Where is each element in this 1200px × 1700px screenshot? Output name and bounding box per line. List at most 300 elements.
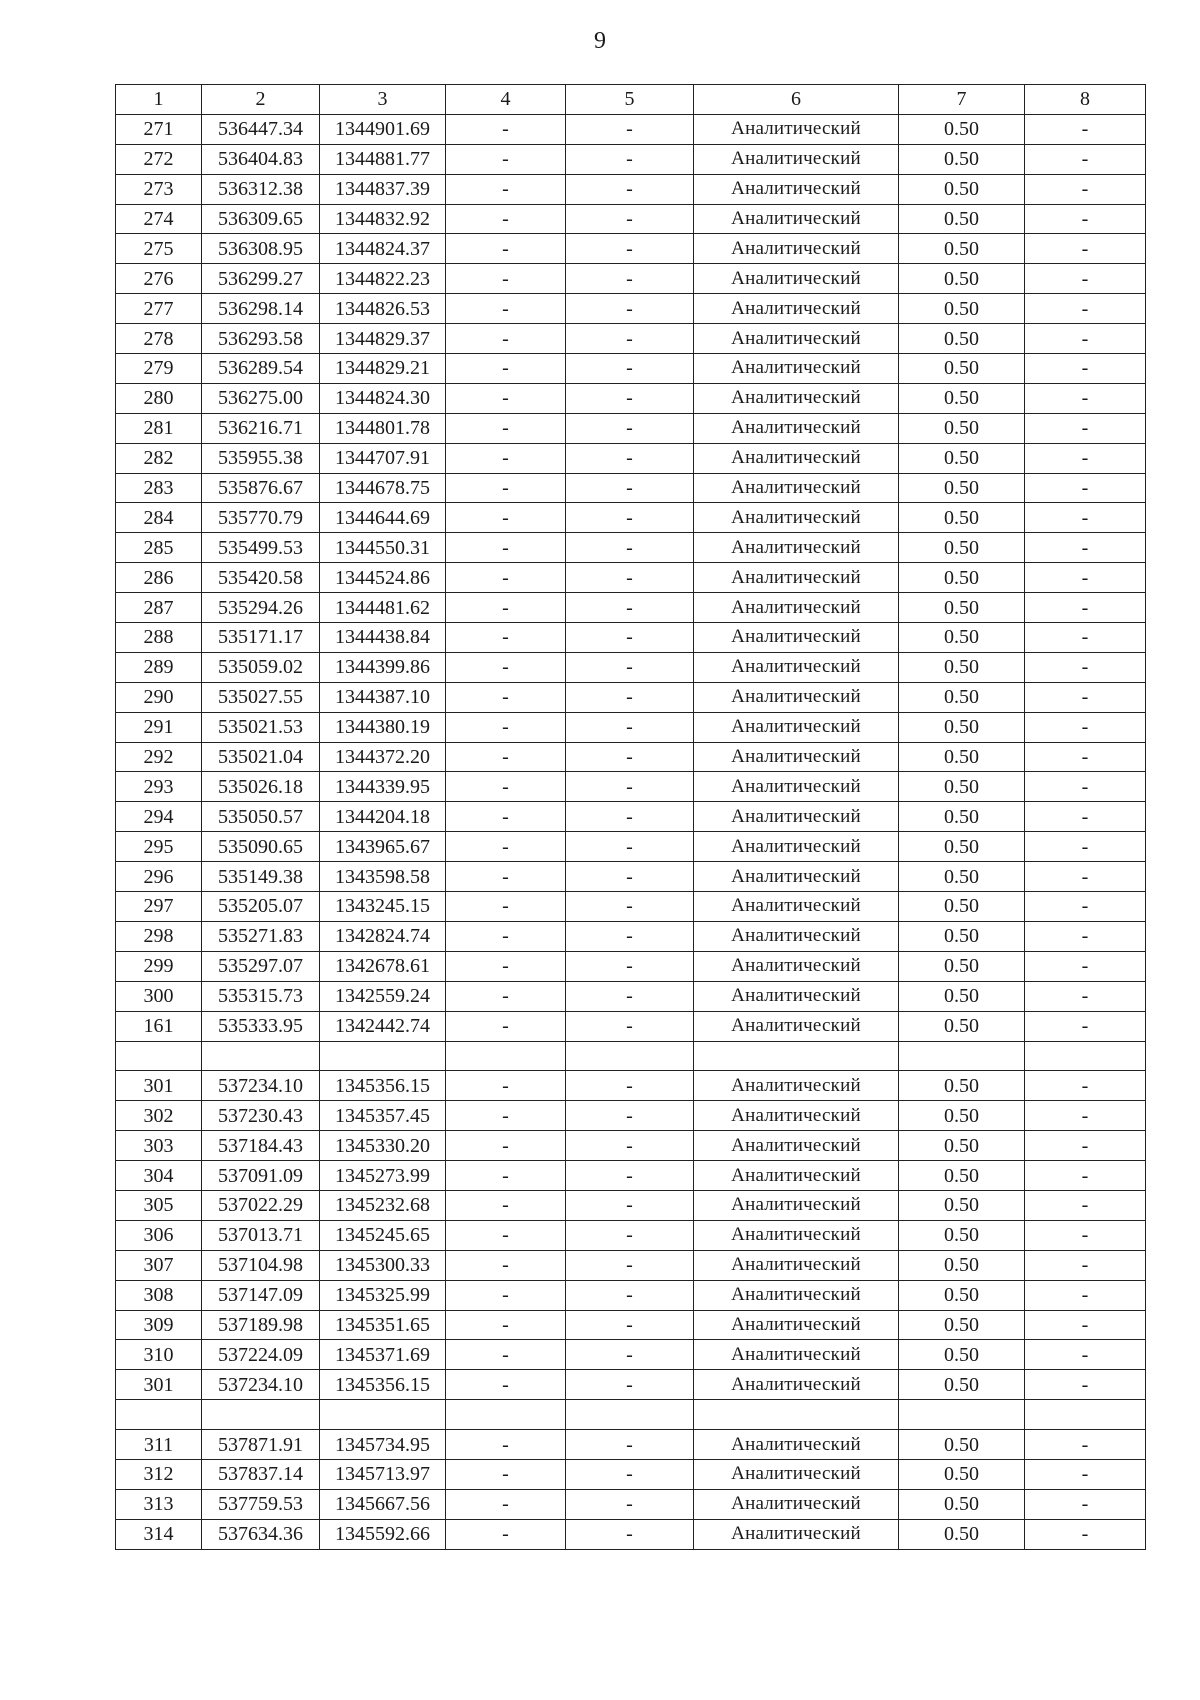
column-4-cell: - xyxy=(446,1161,566,1191)
point-number-cell: 295 xyxy=(116,832,202,862)
column-4-cell: - xyxy=(446,1250,566,1280)
column-4-cell: - xyxy=(446,772,566,802)
header-cell: 4 xyxy=(446,85,566,115)
accuracy-cell: 0.50 xyxy=(899,324,1025,354)
method-cell: Аналитический xyxy=(694,1131,899,1161)
column-4-cell: - xyxy=(446,832,566,862)
header-cell: 5 xyxy=(566,85,694,115)
point-number-cell: 306 xyxy=(116,1220,202,1250)
point-number-cell: 286 xyxy=(116,563,202,593)
y-coordinate-cell: 1343598.58 xyxy=(320,862,446,892)
point-number-cell xyxy=(116,1041,202,1071)
y-coordinate-cell: 1344837.39 xyxy=(320,174,446,204)
x-coordinate-cell: 537091.09 xyxy=(202,1161,320,1191)
x-coordinate-cell: 537837.14 xyxy=(202,1459,320,1489)
method-cell: Аналитический xyxy=(694,114,899,144)
accuracy-cell: 0.50 xyxy=(899,1190,1025,1220)
table-row xyxy=(116,652,1146,682)
method-cell: Аналитический xyxy=(694,802,899,832)
point-number-cell: 288 xyxy=(116,623,202,653)
point-number-cell: 279 xyxy=(116,354,202,384)
table-row xyxy=(116,1071,1146,1101)
point-number-cell: 297 xyxy=(116,892,202,922)
column-5-cell: - xyxy=(566,383,694,413)
x-coordinate-cell: 536298.14 xyxy=(202,294,320,324)
column-5-cell: - xyxy=(566,1519,694,1549)
column-8-cell: - xyxy=(1025,772,1146,802)
column-4-cell: - xyxy=(446,324,566,354)
column-8-cell: - xyxy=(1025,1459,1146,1489)
y-coordinate-cell: 1345273.99 xyxy=(320,1161,446,1191)
y-coordinate-cell: 1344372.20 xyxy=(320,742,446,772)
y-coordinate-cell: 1345667.56 xyxy=(320,1489,446,1519)
x-coordinate-cell: 537013.71 xyxy=(202,1220,320,1250)
point-number-cell xyxy=(116,1400,202,1430)
column-8-cell: - xyxy=(1025,204,1146,234)
column-4-cell: - xyxy=(446,682,566,712)
y-coordinate-cell: 1343245.15 xyxy=(320,892,446,922)
x-coordinate-cell: 535205.07 xyxy=(202,892,320,922)
method-cell: Аналитический xyxy=(694,593,899,623)
x-coordinate-cell: 537147.09 xyxy=(202,1280,320,1310)
point-number-cell: 303 xyxy=(116,1131,202,1161)
column-4-cell: - xyxy=(446,951,566,981)
x-coordinate-cell: 536447.34 xyxy=(202,114,320,144)
column-8-cell: - xyxy=(1025,1489,1146,1519)
column-8-cell: - xyxy=(1025,623,1146,653)
accuracy-cell: 0.50 xyxy=(899,652,1025,682)
accuracy-cell: 0.50 xyxy=(899,832,1025,862)
accuracy-cell: 0.50 xyxy=(899,921,1025,951)
point-number-cell: 293 xyxy=(116,772,202,802)
column-5-cell: - xyxy=(566,981,694,1011)
column-8-cell: - xyxy=(1025,354,1146,384)
x-coordinate-cell: 537022.29 xyxy=(202,1190,320,1220)
column-4-cell: - xyxy=(446,1370,566,1400)
column-5-cell: - xyxy=(566,1340,694,1370)
y-coordinate-cell: 1344438.84 xyxy=(320,623,446,653)
method-cell: Аналитический xyxy=(694,144,899,174)
page-number: 9 xyxy=(594,28,606,54)
accuracy-cell: 0.50 xyxy=(899,593,1025,623)
y-coordinate-cell: 1345356.15 xyxy=(320,1370,446,1400)
column-8-cell: - xyxy=(1025,682,1146,712)
column-8-cell: - xyxy=(1025,1071,1146,1101)
table-row xyxy=(116,503,1146,533)
column-5-cell: - xyxy=(566,682,694,712)
accuracy-cell: 0.50 xyxy=(899,354,1025,384)
method-cell xyxy=(694,1400,899,1430)
y-coordinate-cell: 1345300.33 xyxy=(320,1250,446,1280)
column-5-cell: - xyxy=(566,294,694,324)
method-cell: Аналитический xyxy=(694,503,899,533)
column-4-cell: - xyxy=(446,1220,566,1250)
table-row xyxy=(116,1459,1146,1489)
column-4-cell: - xyxy=(446,892,566,922)
table-row xyxy=(116,1489,1146,1519)
table-row xyxy=(116,1280,1146,1310)
accuracy-cell: 0.50 xyxy=(899,1459,1025,1489)
x-coordinate-cell: 536299.27 xyxy=(202,264,320,294)
point-number-cell: 296 xyxy=(116,862,202,892)
method-cell: Аналитический xyxy=(694,354,899,384)
column-5-cell: - xyxy=(566,892,694,922)
column-8-cell: - xyxy=(1025,1430,1146,1460)
accuracy-cell: 0.50 xyxy=(899,1101,1025,1131)
method-cell: Аналитический xyxy=(694,563,899,593)
y-coordinate-cell: 1345713.97 xyxy=(320,1459,446,1489)
header-cell: 6 xyxy=(694,85,899,115)
column-4-cell: - xyxy=(446,921,566,951)
method-cell: Аналитический xyxy=(694,832,899,862)
column-4-cell: - xyxy=(446,1071,566,1101)
point-number-cell: 272 xyxy=(116,144,202,174)
column-4-cell: - xyxy=(446,1280,566,1310)
accuracy-cell: 0.50 xyxy=(899,862,1025,892)
column-5-cell: - xyxy=(566,1011,694,1041)
column-5-cell: - xyxy=(566,772,694,802)
x-coordinate-cell: 535333.95 xyxy=(202,1011,320,1041)
column-5-cell: - xyxy=(566,712,694,742)
column-8-cell: - xyxy=(1025,563,1146,593)
x-coordinate-cell: 535021.04 xyxy=(202,742,320,772)
header-cell: 3 xyxy=(320,85,446,115)
column-8-cell: - xyxy=(1025,1340,1146,1370)
table-row xyxy=(116,443,1146,473)
point-number-cell: 307 xyxy=(116,1250,202,1280)
method-cell: Аналитический xyxy=(694,174,899,204)
y-coordinate-cell: 1345357.45 xyxy=(320,1101,446,1131)
method-cell: Аналитический xyxy=(694,652,899,682)
table-row xyxy=(116,593,1146,623)
accuracy-cell: 0.50 xyxy=(899,473,1025,503)
column-8-cell: - xyxy=(1025,981,1146,1011)
column-4-cell: - xyxy=(446,981,566,1011)
column-8-cell: - xyxy=(1025,593,1146,623)
accuracy-cell: 0.50 xyxy=(899,383,1025,413)
column-8-cell: - xyxy=(1025,1370,1146,1400)
column-8-cell: - xyxy=(1025,1190,1146,1220)
column-8-cell xyxy=(1025,1041,1146,1071)
column-4-cell: - xyxy=(446,144,566,174)
point-number-cell: 294 xyxy=(116,802,202,832)
y-coordinate-cell: 1345330.20 xyxy=(320,1131,446,1161)
table-row xyxy=(116,682,1146,712)
point-number-cell: 291 xyxy=(116,712,202,742)
method-cell: Аналитический xyxy=(694,682,899,712)
column-4-cell: - xyxy=(446,413,566,443)
method-cell: Аналитический xyxy=(694,443,899,473)
header-row xyxy=(116,85,1146,115)
column-5-cell: - xyxy=(566,742,694,772)
x-coordinate-cell: 535294.26 xyxy=(202,593,320,623)
table-row xyxy=(116,1011,1146,1041)
point-number-cell: 284 xyxy=(116,503,202,533)
accuracy-cell: 0.50 xyxy=(899,443,1025,473)
accuracy-cell: 0.50 xyxy=(899,742,1025,772)
column-8-cell: - xyxy=(1025,473,1146,503)
point-number-cell: 308 xyxy=(116,1280,202,1310)
method-cell: Аналитический xyxy=(694,473,899,503)
method-cell: Аналитический xyxy=(694,921,899,951)
method-cell: Аналитический xyxy=(694,712,899,742)
column-4-cell: - xyxy=(446,862,566,892)
table-row xyxy=(116,1310,1146,1340)
column-4-cell: - xyxy=(446,593,566,623)
table-row xyxy=(116,473,1146,503)
column-5-cell: - xyxy=(566,413,694,443)
point-number-cell: 310 xyxy=(116,1340,202,1370)
y-coordinate-cell: 1344399.86 xyxy=(320,652,446,682)
column-5-cell: - xyxy=(566,862,694,892)
accuracy-cell: 0.50 xyxy=(899,1220,1025,1250)
accuracy-cell: 0.50 xyxy=(899,802,1025,832)
column-8-cell xyxy=(1025,1400,1146,1430)
accuracy-cell xyxy=(899,1041,1025,1071)
column-8-cell: - xyxy=(1025,1280,1146,1310)
point-number-cell: 301 xyxy=(116,1071,202,1101)
column-4-cell: - xyxy=(446,503,566,533)
column-5-cell: - xyxy=(566,1370,694,1400)
column-5-cell: - xyxy=(566,951,694,981)
column-4-cell: - xyxy=(446,174,566,204)
header-cell: 8 xyxy=(1025,85,1146,115)
column-4-cell: - xyxy=(446,1430,566,1460)
table-row xyxy=(116,712,1146,742)
column-5-cell xyxy=(566,1041,694,1071)
table-row xyxy=(116,234,1146,264)
table-row xyxy=(116,1370,1146,1400)
table-row xyxy=(116,1220,1146,1250)
column-8-cell: - xyxy=(1025,921,1146,951)
column-5-cell: - xyxy=(566,354,694,384)
accuracy-cell: 0.50 xyxy=(899,951,1025,981)
column-4-cell: - xyxy=(446,1131,566,1161)
method-cell: Аналитический xyxy=(694,742,899,772)
method-cell: Аналитический xyxy=(694,981,899,1011)
column-5-cell: - xyxy=(566,174,694,204)
table-row xyxy=(116,772,1146,802)
y-coordinate-cell xyxy=(320,1400,446,1430)
column-8-cell: - xyxy=(1025,1101,1146,1131)
method-cell: Аналитический xyxy=(694,1250,899,1280)
table-row xyxy=(116,892,1146,922)
method-cell: Аналитический xyxy=(694,1430,899,1460)
y-coordinate-cell xyxy=(320,1041,446,1071)
column-8-cell: - xyxy=(1025,533,1146,563)
column-8-cell: - xyxy=(1025,862,1146,892)
table-row xyxy=(116,1131,1146,1161)
separator-row xyxy=(116,1400,1146,1430)
method-cell xyxy=(694,1041,899,1071)
accuracy-cell: 0.50 xyxy=(899,1280,1025,1310)
column-4-cell: - xyxy=(446,623,566,653)
x-coordinate-cell: 536308.95 xyxy=(202,234,320,264)
column-8-cell: - xyxy=(1025,1011,1146,1041)
point-number-cell: 277 xyxy=(116,294,202,324)
column-8-cell: - xyxy=(1025,1161,1146,1191)
table-body xyxy=(116,114,1146,1549)
column-8-cell: - xyxy=(1025,413,1146,443)
method-cell: Аналитический xyxy=(694,892,899,922)
y-coordinate-cell: 1344901.69 xyxy=(320,114,446,144)
method-cell: Аналитический xyxy=(694,1071,899,1101)
column-5-cell: - xyxy=(566,1161,694,1191)
x-coordinate-cell: 535026.18 xyxy=(202,772,320,802)
table-row xyxy=(116,1250,1146,1280)
method-cell: Аналитический xyxy=(694,1280,899,1310)
point-number-cell: 290 xyxy=(116,682,202,712)
column-5-cell: - xyxy=(566,144,694,174)
column-8-cell: - xyxy=(1025,324,1146,354)
accuracy-cell: 0.50 xyxy=(899,1489,1025,1519)
table-row xyxy=(116,1430,1146,1460)
column-4-cell: - xyxy=(446,1340,566,1370)
table-row xyxy=(116,264,1146,294)
x-coordinate-cell: 537234.10 xyxy=(202,1071,320,1101)
column-4-cell: - xyxy=(446,234,566,264)
accuracy-cell: 0.50 xyxy=(899,1430,1025,1460)
column-5-cell: - xyxy=(566,1190,694,1220)
y-coordinate-cell: 1344524.86 xyxy=(320,563,446,593)
column-5-cell: - xyxy=(566,921,694,951)
accuracy-cell: 0.50 xyxy=(899,1250,1025,1280)
table-row xyxy=(116,832,1146,862)
table-row xyxy=(116,862,1146,892)
method-cell: Аналитический xyxy=(694,294,899,324)
x-coordinate-cell: 537759.53 xyxy=(202,1489,320,1519)
accuracy-cell: 0.50 xyxy=(899,174,1025,204)
method-cell: Аналитический xyxy=(694,1310,899,1340)
accuracy-cell: 0.50 xyxy=(899,1011,1025,1041)
accuracy-cell: 0.50 xyxy=(899,712,1025,742)
x-coordinate-cell: 535499.53 xyxy=(202,533,320,563)
column-5-cell: - xyxy=(566,324,694,354)
column-5-cell: - xyxy=(566,473,694,503)
table-row xyxy=(116,1101,1146,1131)
table-row xyxy=(116,533,1146,563)
point-number-cell: 302 xyxy=(116,1101,202,1131)
column-5-cell: - xyxy=(566,1280,694,1310)
method-cell: Аналитический xyxy=(694,264,899,294)
method-cell: Аналитический xyxy=(694,324,899,354)
table-row xyxy=(116,204,1146,234)
y-coordinate-cell: 1344644.69 xyxy=(320,503,446,533)
column-4-cell: - xyxy=(446,294,566,324)
column-5-cell: - xyxy=(566,802,694,832)
column-4-cell: - xyxy=(446,1489,566,1519)
column-5-cell: - xyxy=(566,623,694,653)
method-cell: Аналитический xyxy=(694,533,899,563)
x-coordinate-cell: 535955.38 xyxy=(202,443,320,473)
column-5-cell: - xyxy=(566,1220,694,1250)
header-cell: 2 xyxy=(202,85,320,115)
x-coordinate-cell: 536289.54 xyxy=(202,354,320,384)
y-coordinate-cell: 1345592.66 xyxy=(320,1519,446,1549)
column-5-cell: - xyxy=(566,1430,694,1460)
accuracy-cell: 0.50 xyxy=(899,981,1025,1011)
table-row xyxy=(116,413,1146,443)
point-number-cell: 298 xyxy=(116,921,202,951)
method-cell: Аналитический xyxy=(694,1370,899,1400)
column-8-cell: - xyxy=(1025,742,1146,772)
method-cell: Аналитический xyxy=(694,1489,899,1519)
column-8-cell: - xyxy=(1025,892,1146,922)
x-coordinate-cell: 535271.83 xyxy=(202,921,320,951)
point-number-cell: 300 xyxy=(116,981,202,1011)
y-coordinate-cell: 1342678.61 xyxy=(320,951,446,981)
column-5-cell: - xyxy=(566,234,694,264)
y-coordinate-cell: 1344481.62 xyxy=(320,593,446,623)
point-number-cell: 271 xyxy=(116,114,202,144)
x-coordinate-cell: 535021.53 xyxy=(202,712,320,742)
column-4-cell: - xyxy=(446,204,566,234)
column-8-cell: - xyxy=(1025,174,1146,204)
accuracy-cell: 0.50 xyxy=(899,413,1025,443)
table-row xyxy=(116,383,1146,413)
y-coordinate-cell: 1345351.65 xyxy=(320,1310,446,1340)
accuracy-cell: 0.50 xyxy=(899,1310,1025,1340)
y-coordinate-cell: 1344339.95 xyxy=(320,772,446,802)
column-4-cell: - xyxy=(446,563,566,593)
x-coordinate-cell: 536216.71 xyxy=(202,413,320,443)
table-row xyxy=(116,114,1146,144)
column-8-cell: - xyxy=(1025,114,1146,144)
point-number-cell: 312 xyxy=(116,1459,202,1489)
table-row xyxy=(116,1190,1146,1220)
method-cell: Аналитический xyxy=(694,1011,899,1041)
column-8-cell: - xyxy=(1025,234,1146,264)
separator-row xyxy=(116,1041,1146,1071)
column-8-cell: - xyxy=(1025,951,1146,981)
x-coordinate-cell: 537634.36 xyxy=(202,1519,320,1549)
accuracy-cell: 0.50 xyxy=(899,533,1025,563)
column-8-cell: - xyxy=(1025,383,1146,413)
column-5-cell xyxy=(566,1400,694,1430)
column-4-cell: - xyxy=(446,1190,566,1220)
table-row xyxy=(116,324,1146,354)
accuracy-cell: 0.50 xyxy=(899,264,1025,294)
accuracy-cell: 0.50 xyxy=(899,234,1025,264)
point-number-cell: 289 xyxy=(116,652,202,682)
table-row xyxy=(116,742,1146,772)
method-cell: Аналитический xyxy=(694,1519,899,1549)
point-number-cell: 287 xyxy=(116,593,202,623)
x-coordinate-cell: 537184.43 xyxy=(202,1131,320,1161)
y-coordinate-cell: 1345734.95 xyxy=(320,1430,446,1460)
column-5-cell: - xyxy=(566,443,694,473)
column-5-cell: - xyxy=(566,1071,694,1101)
x-coordinate-cell: 536309.65 xyxy=(202,204,320,234)
column-5-cell: - xyxy=(566,503,694,533)
point-number-cell: 281 xyxy=(116,413,202,443)
method-cell: Аналитический xyxy=(694,413,899,443)
column-8-cell: - xyxy=(1025,503,1146,533)
x-coordinate-cell: 535770.79 xyxy=(202,503,320,533)
accuracy-cell: 0.50 xyxy=(899,1370,1025,1400)
column-8-cell: - xyxy=(1025,712,1146,742)
y-coordinate-cell: 1344387.10 xyxy=(320,682,446,712)
column-4-cell xyxy=(446,1400,566,1430)
column-8-cell: - xyxy=(1025,832,1146,862)
accuracy-cell: 0.50 xyxy=(899,1071,1025,1101)
point-number-cell: 161 xyxy=(116,1011,202,1041)
column-5-cell: - xyxy=(566,533,694,563)
column-4-cell: - xyxy=(446,354,566,384)
y-coordinate-cell: 1344822.23 xyxy=(320,264,446,294)
point-number-cell: 275 xyxy=(116,234,202,264)
column-4-cell: - xyxy=(446,473,566,503)
